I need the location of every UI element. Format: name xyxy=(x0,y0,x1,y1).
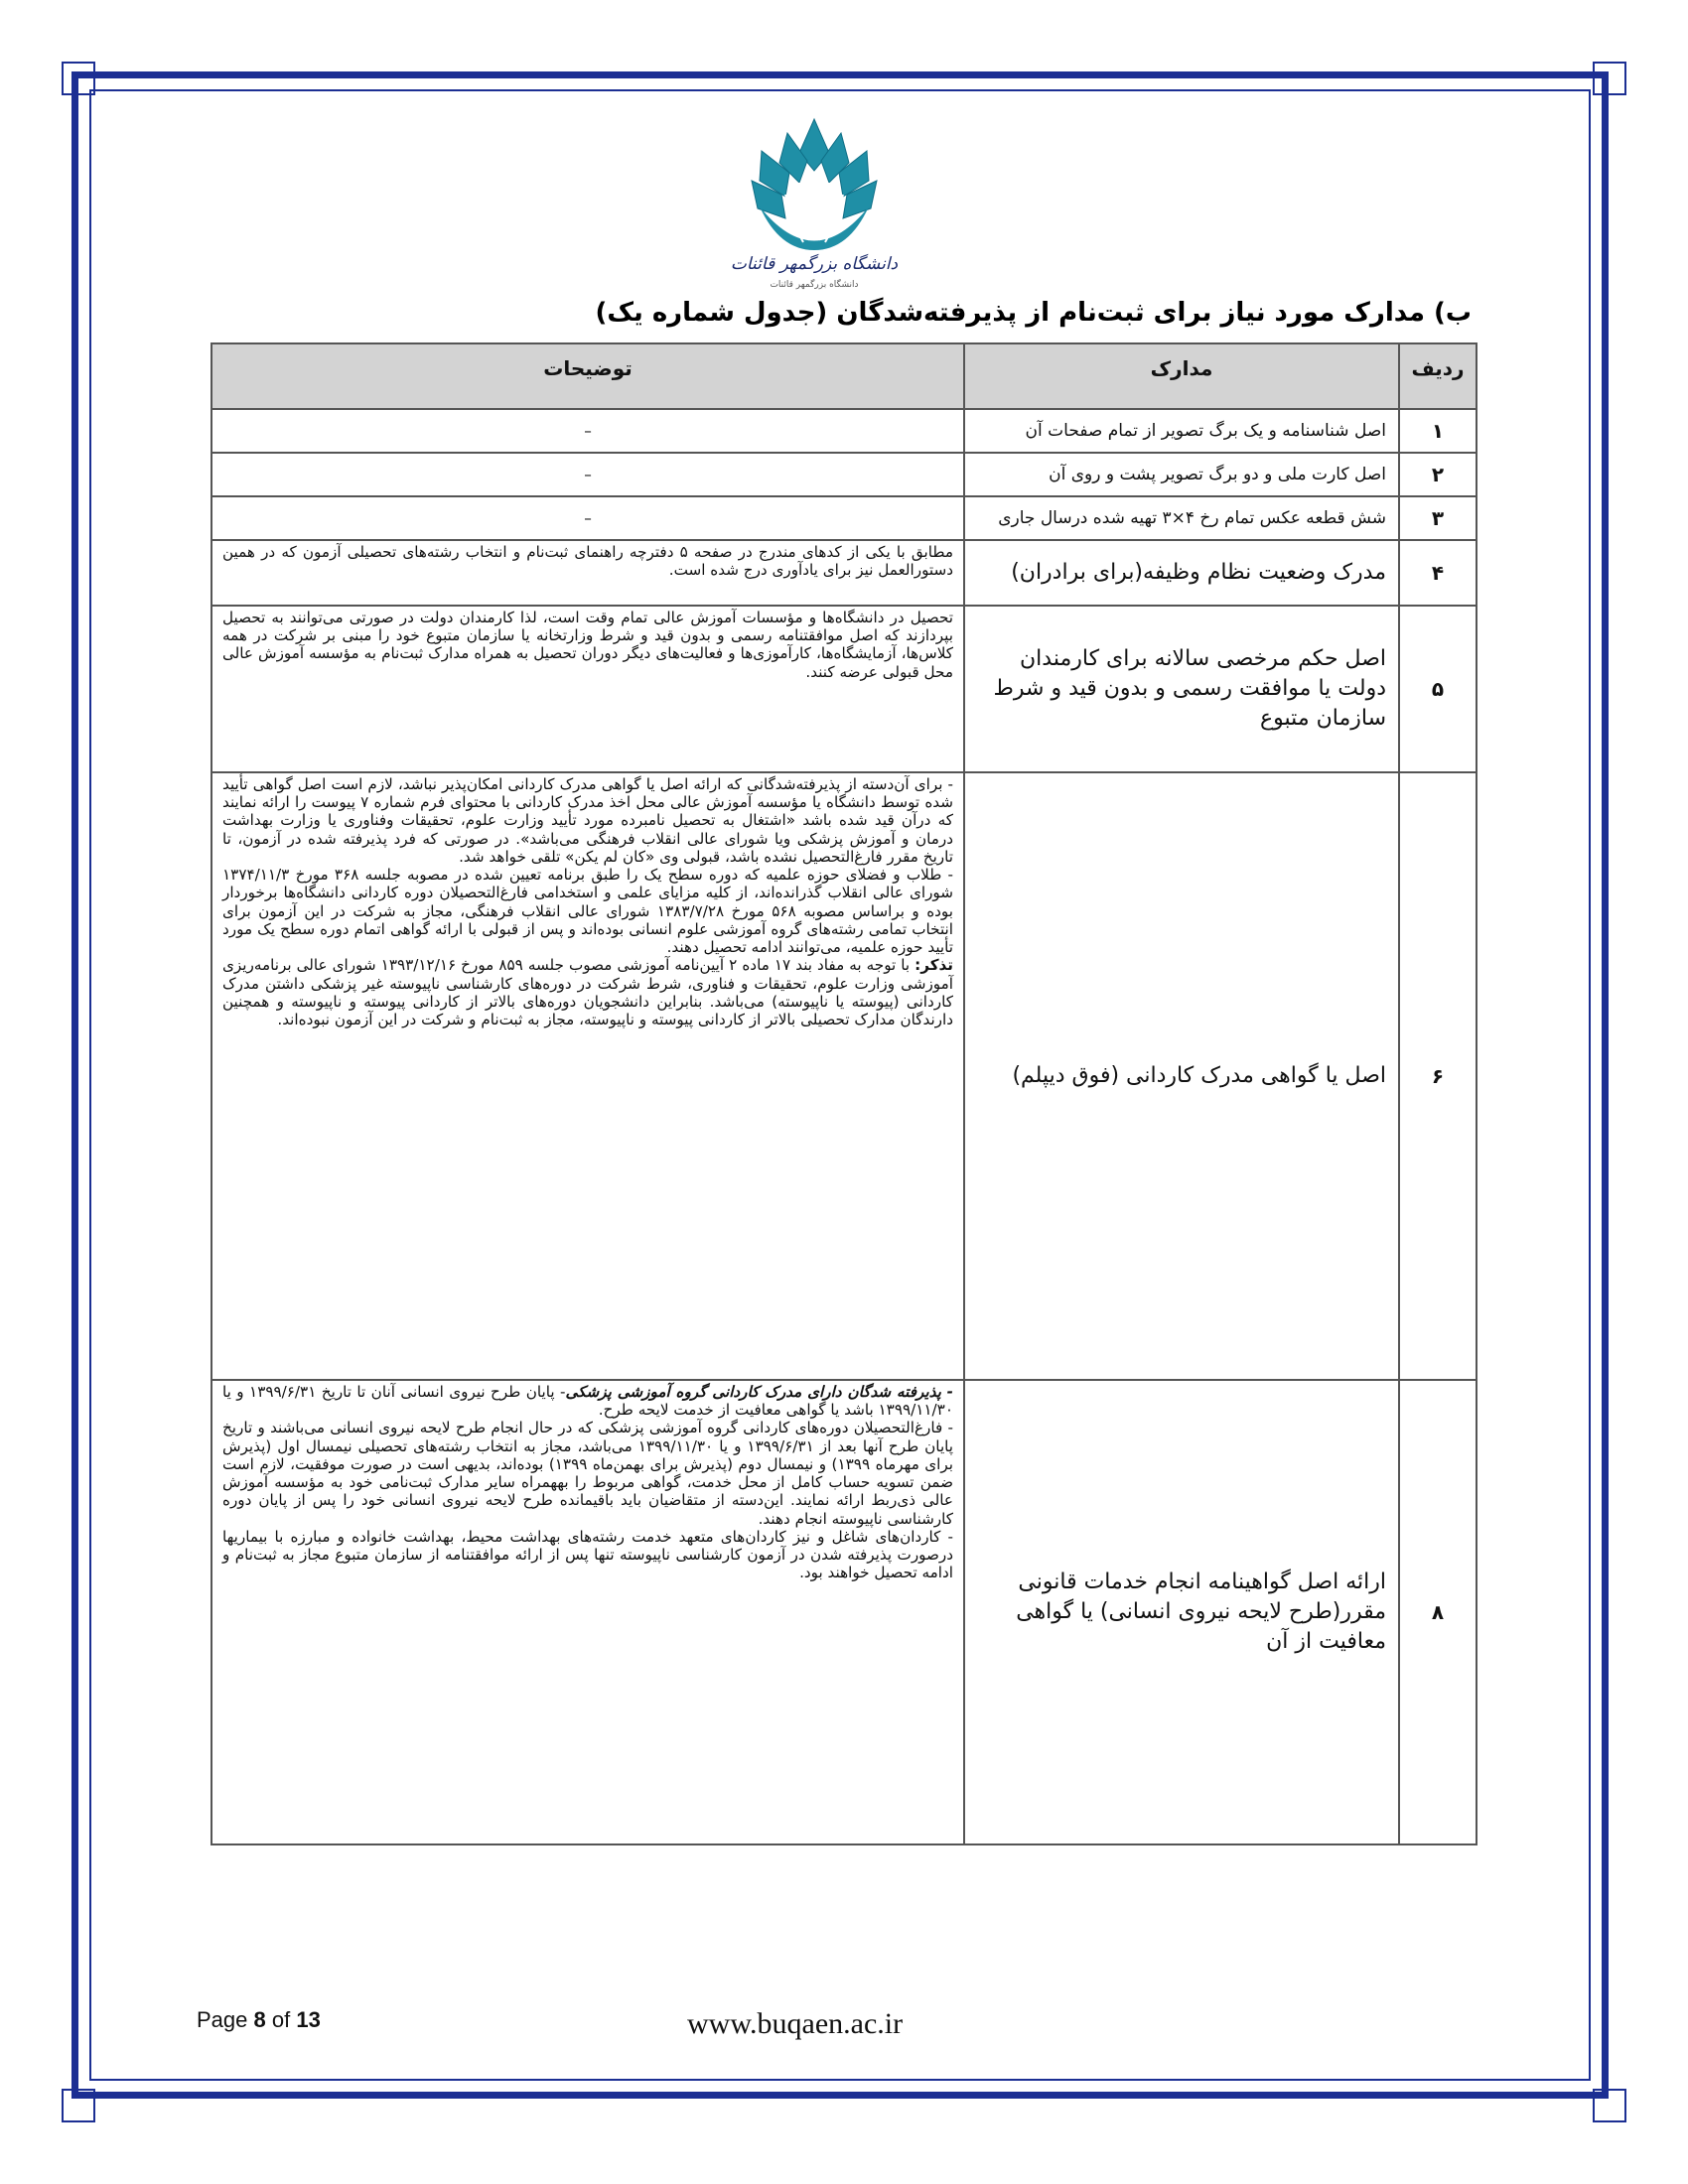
border-corner xyxy=(1593,62,1626,95)
paragraph-heading: - پذیرفته شدگان دارای مدرک کاردانی گروه آموزشی پزشکی xyxy=(565,1383,953,1401)
logo-caption: دانشگاه بزرگمهر قائنات xyxy=(730,254,899,274)
row-description: – xyxy=(211,496,964,540)
table-row xyxy=(211,606,1477,772)
description-paragraph: - برای آن‌دسته از پذیرفته‌شدگانی که ارائه اصل یا گواهی مدرک کاردانی امکان‌پذیر نباشد، لازم است اصل گواهی تأیید شده توسط دانشگاه یا مؤسسه آموزش عالی محل اخذ مدرک کاردانی با محتوای فرم شماره ۷ پیوست را ارائه نمایند که درآن قید شده باشد «اشتغال به تحصیل نامبرده مورد تأیید وزارت علوم، تحقیقات وفناوری یا وزارت بهداشت درمان و آموزش پزشکی ویا شورای عالی انقلاب فرهنگی می‌باشد». در صورتی که فرد پذیرفته شده در آزمون، تا تاریخ مقرر فارغ‌التحصیل نشده باشد، قبولی وی «کان لم یکن» تلقی خواهد شد. xyxy=(217,775,953,866)
header-documents: مدارک xyxy=(964,343,1399,409)
table-row xyxy=(211,772,1477,1380)
description-paragraph: - فارغ‌التحصیلان دوره‌های کاردانی گروه آموزشی پزشکی که در حال انجام طرح لایحه نیروی انسانی می‌باشند و تاریخ پایان طرح آنها بعد از ۱۳۹۹/۶/۳۱ و یا ۱۳۹۹/۱۱/۳۰ می‌باشد، مجاز به انتخاب رشته‌های تحصیلی نیمسال اول (پذیرش برای مهرماه ۱۳۹۹) و نیمسال دوم (پذیرش برای بهمن‌ماه ۱۳۹۹) بوده‌اند، بدیهی است در صورت موفقیت، لازم است ضمن تسویه حساب کامل از محل خدمت، گواهی مربوط را بههمراه سایر مدارک ثبت‌نامی خود به مؤسسه آموزش عالی ذی‌ربط ارائه نمایند. این‌دسته از متقاضیان باید باقیمانده طرح لایحه نیروی انسانی خود را پس از پایان دوره کارشناسی ناپیوسته انجام دهند. xyxy=(217,1419,954,1528)
row-number: ۱ xyxy=(1399,409,1477,453)
note-label: تذکر: xyxy=(914,956,954,975)
table-row xyxy=(211,453,1477,496)
table-row xyxy=(211,540,1477,606)
row-description xyxy=(211,1380,964,1844)
row-document: اصل حکم مرخصی سالانه برای کارمندان دولت یا موافقت رسمی و بدون قید و شرط سازمان متبوع xyxy=(964,606,1399,772)
required-documents-table xyxy=(211,342,1477,1845)
border-corner xyxy=(1593,2089,1626,2122)
note-text: با توجه به مفاد بند ۱۷ ماده ۲ آیین‌نامه آموزشی مصوب جلسه ۸۵۹ مورخ ۱۳۹۳/۱۲/۱۶ شورای عالی برنامه‌ریزی آموزشی وزارت علوم، تحقیقات و فناوری، شرط شرکت در دوره‌های کارشناسی ناپیوسته غیر پزشکی داشتن مدرک کاردانی (پیوسته یا ناپیوسته) می‌باشد. بنابراین دانشجویان دوره‌های بالاتر از کاردانی پیوسته و ناپیوسته و همچنین دارندگان مدارک تحصیلی بالاتر از کاردانی پیوسته و ناپیوسته، مجاز به ثبت‌نام و شرکت در این آزمون نبوده‌اند. xyxy=(217,956,953,1029)
page-prefix: Page xyxy=(197,2007,248,2032)
row-description: – xyxy=(211,453,964,496)
table-row xyxy=(211,409,1477,453)
border-corner xyxy=(62,2089,95,2122)
row-document: شش قطعه عکس تمام رخ ۴×۳ تهیه شده درسال جاری xyxy=(964,496,1399,540)
header-row-number: ردیف xyxy=(1399,343,1477,409)
row-document: ارائه اصل گواهینامه انجام خدمات قانونی مقرر(طرح لایحه نیروی انسانی) یا گواهی معافیت از آن xyxy=(964,1380,1399,1844)
page-current: 8 xyxy=(253,2007,266,2032)
description-note xyxy=(217,956,954,1029)
description-paragraph: - طلاب و فضلای حوزه علمیه که دوره سطح یک را طبق برنامه تعیین شده در مصوبه جلسه ۳۶۸ مورخ ۱۳۷۴/۱۱/۳ شورای عالی انقلاب گذرانده‌اند، از کلیه مزایای علمی و استخدامی فارغ‌التحصیلان دوره کاردانی دانشگاه‌ها برخوردار بوده و براساس مصوبه ۵۶۸ مورخ ۱۳۸۳/۷/۲۸ شورای عالی انقلاب فرهنگی، مجاز به شرکت در این آزمون برای انتخاب تمامی رشته‌های گروه آموزشی علوم انسانی بوده‌اند و پس از قبولی با ارائه گواهی اتمام دوره سطح یک مورد تأیید حوزه علمیه، می‌توانند ادامه تحصیل دهند. xyxy=(217,866,954,957)
page-of: of xyxy=(271,2007,291,2032)
row-number: ۶ xyxy=(1399,772,1477,1380)
row-description: تحصیل در دانشگاه‌ها و مؤسسات آموزش عالی تمام وقت است، لذا کارمندان دولت در صورتی می‌توانند به تحصیل بپردازند که اصل موافقتنامه رسمی و بدون قید و شرط وزارتخانه یا سازمان متبوع خود را مبنی بر شرکت در همه کلاس‌ها، آزمایشگاه‌ها، کارآموزی‌ها و فعالیت‌های دیگر دوران تحصیل به همراه مدارک ثبت‌نام به مؤسسه آموزش عالی محل قبولی عرضه کنند. xyxy=(211,606,964,772)
section-title: ب) مدارک مورد نیاز برای ثبت‌نام از پذیرفته‌شدگان (جدول شماره یک) xyxy=(595,298,1472,328)
row-number: ۴ xyxy=(1399,540,1477,606)
row-document: مدرک وضعیت نظام وظیفه(برای برادران) xyxy=(964,540,1399,606)
row-document: اصل شناسنامه و یک برگ تصویر از تمام صفحات آن xyxy=(964,409,1399,453)
logo-subcaption: دانشگاه بزرگمهر قائنات xyxy=(770,280,859,290)
row-number: ۵ xyxy=(1399,606,1477,772)
header-description: توضیحات xyxy=(211,343,964,409)
row-description xyxy=(211,772,964,1380)
table-row xyxy=(211,496,1477,540)
row-document: اصل کارت ملی و دو برگ تصویر پشت و روی آن xyxy=(964,453,1399,496)
table-header-row xyxy=(211,343,1477,409)
page-total: 13 xyxy=(296,2007,321,2032)
paragraph-text: - پایان طرح نیروی انسانی آنان تا تاریخ ۱۳۹۹/۶/۳۱ و یا ۱۳۹۹/۱۱/۳۰ باشد یا گواهی معافیت از خدمت لایحه طرح. xyxy=(217,1383,953,1420)
row-number: ۲ xyxy=(1399,453,1477,496)
page-number xyxy=(197,2007,321,2033)
row-description: مطابق با یکی از کدهای مندرج در صفحه ۵ دفترچه راهنمای ثبت‌نام و انتخاب رشته‌های تحصیلی آزمون که در همین دستورالعمل نیز برای یادآوری درج شده است. xyxy=(211,540,964,606)
description-paragraph xyxy=(217,1383,953,1420)
row-description: – xyxy=(211,409,964,453)
row-document: اصل یا گواهی مدرک کاردانی (فوق دیپلم) xyxy=(964,772,1399,1380)
table-row xyxy=(211,1380,1477,1844)
border-corner xyxy=(62,62,95,95)
row-number: ۸ xyxy=(1399,1380,1477,1844)
row-number: ۳ xyxy=(1399,496,1477,540)
website-link[interactable]: www.buqaen.ac.ir xyxy=(687,2007,904,2040)
description-paragraph: - کاردان‌های شاغل و نیز کاردان‌های متعهد خدمت رشته‌های بهداشت محیط، بهداشت خانواده و مبارزه با بیماریها درصورت پذیرفته شدن در آزمون کارشناسی ناپیوسته تنها پس از ارائه موافقتنامه از سازمان متبوع مجاز به ثبت‌نام و ادامه تحصیل خواهند بود. xyxy=(217,1527,954,1582)
